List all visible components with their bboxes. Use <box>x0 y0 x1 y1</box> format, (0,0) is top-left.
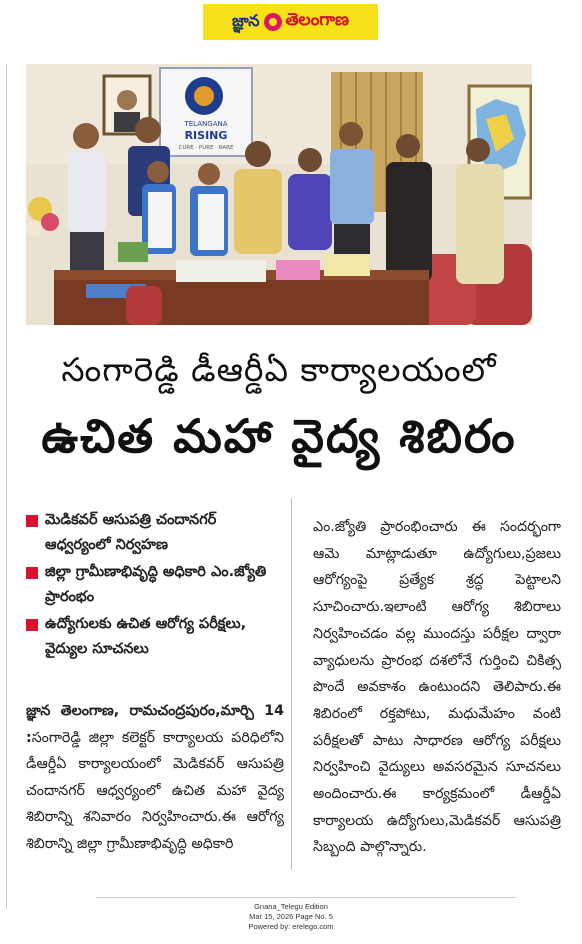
body-text-left: సంగారెడ్డి జిల్లా కలెక్టర్ కార్యాలయ పరిధిలోని డీఆర్డీఏ కార్యాలయంలో మెడికవర్ ఆసుపత్రి చందానగర్ ఆధ్వర్యంలో ఉచిత మహా వైద్య శిబిరాన్ని శనివారం నిర్వహించారు.ఈ ఆరోగ్య శిబిరాన్ని జిల్లా గ్రామీణాభివృద్ధి అధికారి <box>26 729 284 852</box>
article-body-right: ఎం.జ్యోతి ప్రారంభించారు ఈ సందర్భంగా ఆమె మాట్లాడుతూ ఉద్యోగులు,ప్రజలు ఆరోగ్యంపై ప్రత్యేక శ్రద్ధ పెట్టాలని సూచించారు.ఇలాంటి ఆరోగ్య శిబిరాలు నిర్వహించడం వల్ల ముందస్తు పరీక్షల ద్వారా వ్యాధులను ప్రారంభ దశలోనే గుర్తించి చికిత్స పొందే అవకాశం ఉంటుందని తెలిపారు.ఈ శిబిరంలో రక్తపోటు, మధుమేహం వంటి పరీక్షలతో పాటు సాధారణ ఆరోగ్య పరీక్షలు నిర్వహించి వైద్యులు అవసరమైన సూచనలు అందించారు.ఈ కార్యక్రమంలో డీఆర్డీఏ కార్యాలయ ఉద్యోగులు,మెడికవర్ ఆసుపత్రి సిబ్బంది పాల్గొన్నారు. <box>313 519 561 856</box>
headline-main: ఉచిత మహా వైద్య శిబిరం <box>41 409 517 463</box>
banner-line3: CURE · PURE · RARE <box>178 145 234 151</box>
red-bullet-icon <box>26 515 38 527</box>
column-divider <box>291 498 292 870</box>
highlight-text: జిల్లా గ్రామీణాభివృద్ధి అధికారి ఎం.జ్యోతి ప్రారంభం <box>45 564 267 605</box>
page-footer <box>0 902 582 932</box>
left-margin-rule <box>6 64 7 909</box>
masthead-left-text: జ్ఞాన <box>231 10 260 30</box>
masthead-emblem-icon <box>264 13 282 31</box>
highlight-text: మెడికవర్ ఆసుపత్రి చందానగర్ ఆధ్వర్యంలో నిర్వహణ <box>45 512 217 553</box>
dateline: జ్ఞాన తెలంగాణ, రామచంద్రపురం,మార్చి 14 : <box>26 703 284 746</box>
highlights-list <box>26 508 282 664</box>
masthead-right-text: తెలంగాణ <box>285 10 350 30</box>
headline-sub: సంగారెడ్డి డీఆర్డీఏ కార్యాలయంలో <box>61 349 497 389</box>
news-photo <box>26 64 532 325</box>
footer-date-page: Mar 15, 2026 Page No. 5 <box>249 912 333 921</box>
red-bullet-icon <box>26 567 38 579</box>
highlight-text: ఉద్యోగులకు ఉచిత ఆరోగ్య పరీక్షలు, వైద్యుల సూచనలు <box>45 616 247 657</box>
highlight-item <box>26 612 282 662</box>
highlight-item <box>26 560 282 610</box>
footer-edition: Gnana_Telegu Edition <box>254 902 328 911</box>
footer-rule <box>96 897 516 898</box>
masthead-logo <box>203 4 378 40</box>
banner-line2: RISING <box>184 129 228 142</box>
highlight-item <box>26 508 282 558</box>
article-body-left <box>26 698 284 857</box>
red-bullet-icon <box>26 619 38 631</box>
banner-line1: TELANGANA <box>184 120 228 128</box>
footer-powered-link[interactable]: Powered by: erelego.com <box>248 922 334 931</box>
